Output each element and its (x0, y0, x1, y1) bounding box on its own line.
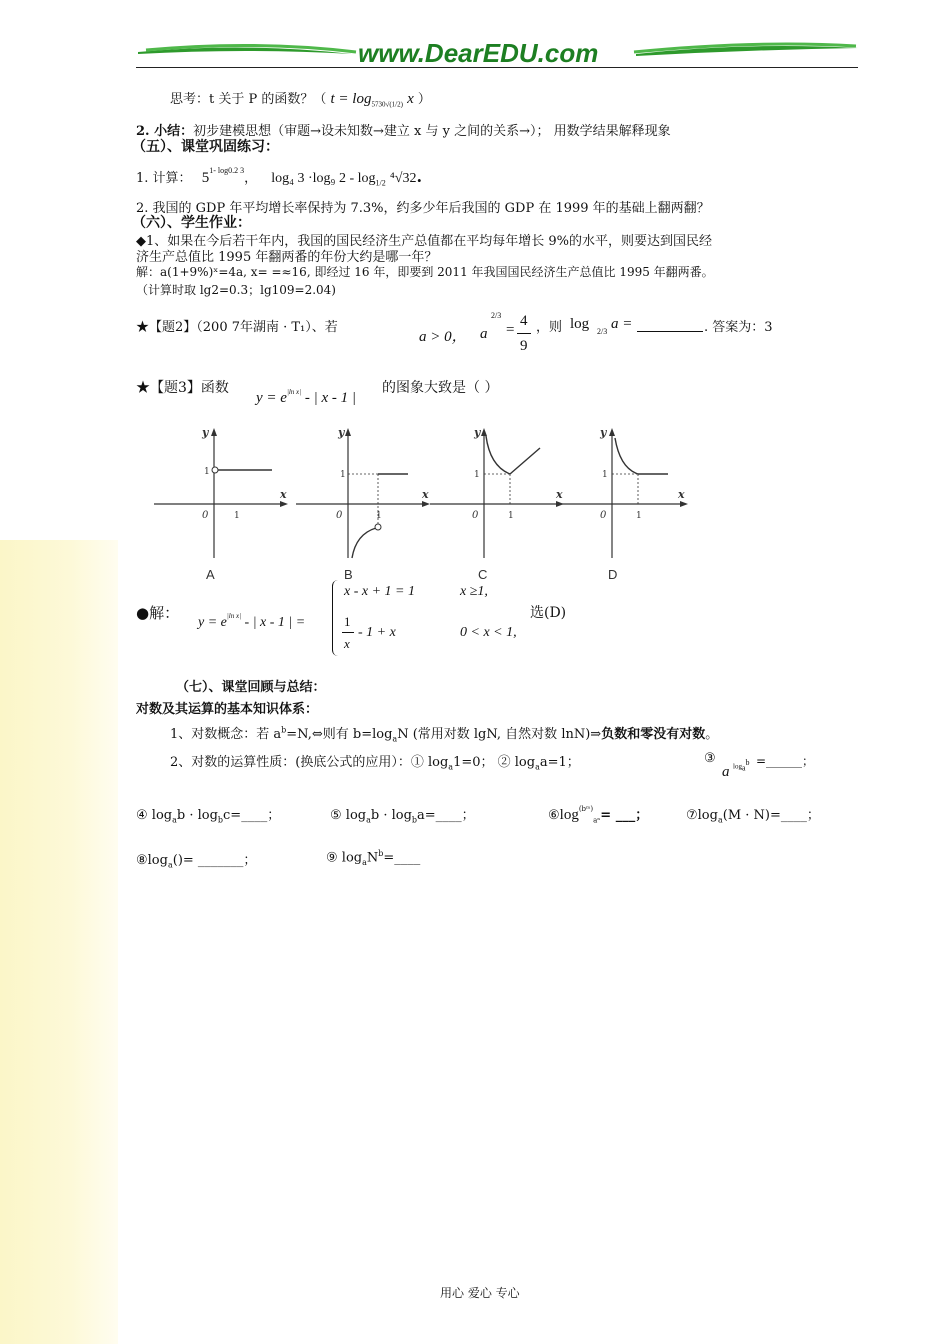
k2-sub1: a (448, 762, 454, 772)
k2-text: 2、对数的运算性质：(换底公式的应用）：① log (170, 755, 449, 770)
k2-sup3-arg: b (745, 758, 750, 767)
section7-title: （七）、课堂回顾与总结： (176, 680, 326, 695)
q-t2-cond2-exp: 2/3 (491, 311, 502, 320)
k1-bold: 负数和零没有对数 (601, 727, 706, 742)
header-rule (136, 67, 858, 68)
k1-sub: a (392, 734, 398, 744)
k3-i6end: = ___； (600, 808, 649, 823)
k3-i4c: b (217, 815, 224, 825)
k3-i6: ⑥ (548, 808, 560, 823)
q2-text: 2. 我国的 GDP 年平均增长率保持为 7.3%，约多少年后我国的 GDP 在 1999 年的基础上翻两翻？ (136, 201, 710, 216)
q1-expr2: log₄ 3 ·log₉ 2 - log (271, 171, 376, 186)
k1-pre: 1、对数概念：若 a (170, 727, 282, 742)
solution-brace (332, 580, 343, 656)
graph-d (560, 422, 700, 564)
solution-func (198, 612, 305, 631)
k2-item3 (704, 751, 716, 766)
q1-label: 1. 计算： (136, 171, 192, 186)
solution-case1-expr: x - x + 1 = 1 (344, 584, 415, 599)
solution-func-tail: - | x - 1 | = (241, 615, 306, 630)
k3-i5: ⑤ log (330, 808, 367, 823)
graph-b (292, 422, 432, 564)
q1-end: . (416, 167, 423, 186)
graph-a-x-one: 1 (234, 511, 240, 521)
q1-line: 1. 计算： $5^{1- log0.2 3}$， log₄ 3 ·log₉ $2 - \log_{1/2} ^4√32$. (136, 166, 423, 188)
hw1-line4: （计算时取 lg2=0.3；lg109=2.04) (136, 283, 336, 297)
graph-d-x-label: x (678, 488, 685, 501)
k4-i9b: N (366, 850, 379, 866)
solution-case2-expr: - 1 + x (358, 625, 396, 640)
knowledge-3-i5 (330, 804, 475, 825)
solution-func-main: y = e (198, 615, 227, 630)
graph-d-x-one: 1 (636, 511, 642, 521)
k3-i7a: a (717, 815, 723, 825)
graph-a-y-one: 1 (204, 467, 210, 477)
q-t2-cond2-base: a (480, 326, 488, 342)
graph-c-x-one: 1 (508, 511, 514, 521)
hw1-line1: ◆1、如果在今后若干年内，我国的国民经济生产总值都在平均每年增长 9%的水平，则要达到国民经 (136, 234, 713, 249)
q-t2-prefix: ★【题2】（200 7年湖南 · T₁）、若 (136, 320, 338, 335)
q-t3-func (256, 388, 356, 407)
q1-expr1-sup: 1- log0.2 3 (209, 166, 245, 175)
k3-i5d: a=____； (417, 808, 475, 823)
knowledge-2 (170, 751, 580, 772)
system-title: 对数及其运算的基本知识体系： (136, 702, 319, 717)
graph-d-y-one: 1 (602, 470, 608, 480)
graph-a-y-label: y (202, 426, 209, 439)
k3-i5c: b (411, 815, 418, 825)
solution-func-sup: |ln x| (226, 612, 242, 620)
q-t2-then: ，则 (536, 320, 563, 335)
graph-c-x-label: x (556, 488, 563, 501)
k2-t1: 1=0； ② log (453, 755, 536, 770)
graph-b-label: B (344, 567, 353, 582)
think-formula-base: 5730√(1/2) (371, 100, 403, 109)
k4-i9a: a (362, 857, 367, 867)
solution-case2-num: 1 (344, 614, 351, 629)
solution-case2-bar (342, 632, 354, 633)
site-logo: www.DearEDU.com (358, 38, 599, 68)
hw1-line2: 济生产总值比 1995 年翻两番的年份大约是哪一年？ (136, 250, 438, 265)
k3-i4: ④ log (136, 808, 173, 823)
solution-case1-cond: x ≥1, (460, 584, 488, 599)
k4-i9c: b (378, 849, 384, 858)
knowledge-3-i4 (136, 804, 280, 825)
q-t2-frac-bar (517, 333, 531, 334)
graph-c (426, 422, 566, 564)
graph-b-origin: 0 (336, 510, 343, 521)
graph-b-y-label: y (338, 426, 345, 439)
k3-i7: ⑦log (686, 808, 718, 823)
q-t2-log-base: 2/3 (597, 327, 608, 336)
k3-i5b: b · log (370, 808, 412, 823)
k3-i5a: a (366, 815, 371, 825)
k3-i6sup: (bᵐ) (578, 805, 594, 813)
graph-c-origin: 0 (472, 510, 479, 521)
k2-t2: a=1； (539, 755, 580, 770)
footer-text: 用心 爱心 专心 (440, 1286, 520, 1300)
summary-text: 初步建模思想（审题→设未知数→建立 x 与 y 之间的关系→）； 用数学结果解释现象 (193, 124, 671, 139)
k4-i8a: a (167, 860, 173, 870)
graph-c-label: C (478, 567, 488, 582)
q-t2-tail: . 答案为：3 (704, 320, 773, 335)
hw1-line3: 解：a(1+9%)ˣ=4a, x= =≈16, 即经过 16 年，即要到 2011 年我国国民经济生产总值比 1995 年翻两番。 (136, 265, 714, 279)
think-formula: t = log (330, 91, 372, 107)
knowledge-3-i6 (548, 804, 648, 825)
k1-post: N (常用对数 lgN, 自然对数 lnN)⇒ (397, 727, 602, 742)
k1-mid: =N,⇔则有 b=log (286, 727, 393, 742)
k2-t3b: =______； (756, 754, 815, 768)
q1-expr2-tail: ⁴√32 (389, 171, 417, 186)
graph-d-origin: 0 (600, 510, 607, 521)
knowledge-4-i8 (136, 849, 256, 870)
k3-i6sub: aⁿ (593, 816, 601, 825)
solution-case2-den: x (344, 636, 350, 651)
think-close: ） (417, 92, 431, 107)
q-t2-log: log (570, 316, 590, 332)
q-t3-func-main: y = e (256, 390, 287, 406)
graph-c-y-label: y (474, 426, 481, 439)
k2-t3: ③ (704, 751, 716, 766)
k4-i8b: ()= _______； (172, 853, 257, 868)
q1-expr1: 5 (201, 170, 210, 186)
summary-label: 2. 小结： (136, 124, 194, 139)
k1-sup: b (281, 725, 287, 735)
k3-i4b: b · log (176, 808, 218, 823)
k3-i4a: a (172, 815, 177, 825)
section5-title: （五）、课堂巩固练习： (132, 139, 279, 155)
k2-sup3 (733, 758, 750, 773)
q-t2-cond1: a > 0， (419, 329, 467, 345)
k1-end: 。 (705, 727, 719, 742)
graph-a-x-label: x (280, 488, 287, 501)
graph-a (150, 422, 290, 564)
k4-i9: ⑨ log (326, 850, 363, 866)
knowledge-4-i9 (326, 849, 420, 867)
q1-expr2-base: 1/2 (375, 178, 386, 188)
graph-b-x-one: 1 (376, 511, 382, 521)
solution-answer: 选(D) (530, 605, 567, 621)
q-t2-log-var: a = (611, 316, 633, 332)
think-line (170, 88, 431, 109)
k2-a3: a (722, 764, 730, 780)
think-formula-var: x (407, 91, 414, 107)
knowledge-1 (170, 723, 718, 744)
section6-title: （六）、学生作业： (132, 215, 251, 231)
q-t2-frac-num: 4 (520, 313, 528, 329)
k4-i8: ⑧log (136, 853, 168, 868)
graph-d-y-label: y (600, 426, 607, 439)
q-t3-prefix: ★【题3】函数 (136, 380, 229, 396)
k2-sup3-base: a (741, 763, 746, 773)
q-t3-func-sup: |ln x| (286, 388, 302, 396)
q-t2-answer-blank (637, 331, 703, 332)
q-t3-func-tail: - | x - 1 | (301, 390, 356, 406)
knowledge-3-i7 (686, 804, 820, 825)
k4-i9d: =____ (383, 850, 421, 866)
left-decorative-band (0, 540, 118, 1344)
think-text: 思考：t 关于 P 的函数？（ (170, 92, 327, 107)
k3-i4d: c=____； (223, 808, 281, 823)
graph-c-y-one: 1 (474, 470, 480, 480)
graph-b-y-one: 1 (340, 470, 346, 480)
q-t2-frac-den: 9 (520, 338, 528, 354)
graph-d-label: D (608, 567, 618, 582)
k3-i6log: log (559, 807, 579, 823)
q-t3-suffix: 的图象大致是（ ） (382, 380, 499, 396)
graph-a-origin: 0 (202, 510, 209, 521)
k2-sup3-log: log (733, 762, 742, 771)
q-t2-cond2-eq: = (506, 322, 515, 338)
graph-a-label: A (206, 567, 215, 582)
graph-b-x-label: x (422, 488, 429, 501)
solution-label: ●解： (136, 604, 180, 622)
k3-i7b: (M · N)=____； (722, 808, 820, 823)
solution-case2-cond: 0 < x < 1, (460, 625, 517, 640)
k2-sub2: a (535, 762, 540, 772)
